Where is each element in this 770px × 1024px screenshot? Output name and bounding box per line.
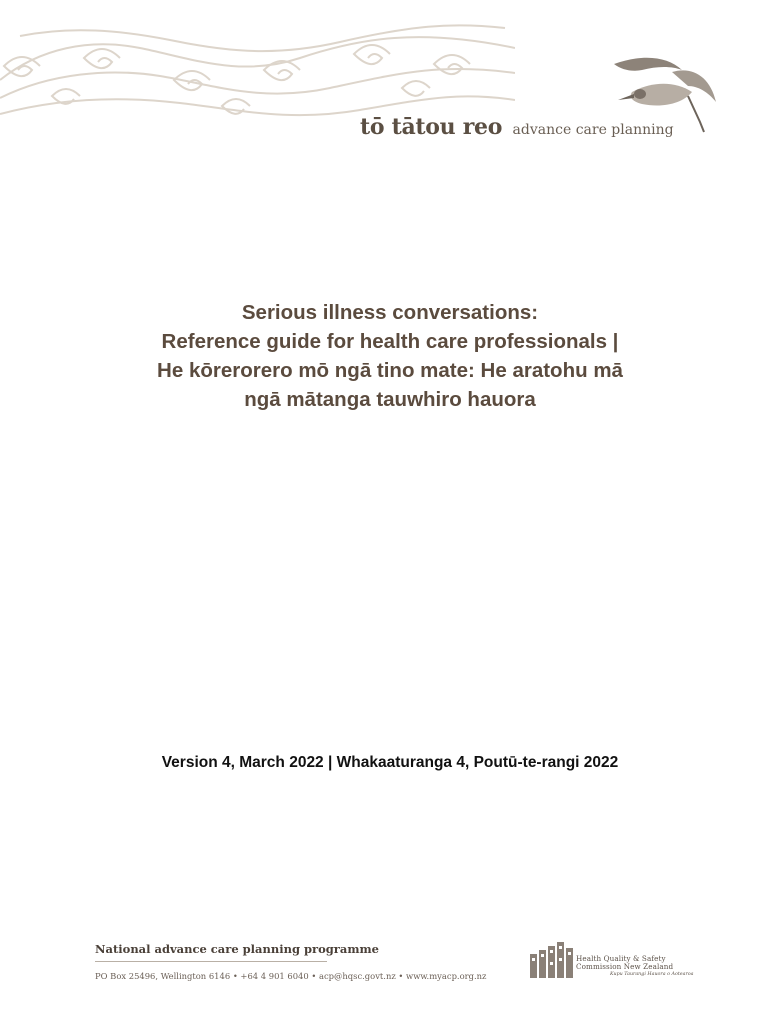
hqsc-text [576,955,694,979]
programme-name: National advance care planning programme [95,942,379,956]
version-line: Version 4, March 2022 | Whakaaturanga 4, Poutū-te-rangi 2022 [161,754,619,771]
document-title [90,298,690,414]
hqsc-logo [530,940,694,982]
footer-programme [95,942,515,981]
org-name-line1: Health Quality & Safety [576,954,666,963]
brand-sub-text: advance care planning [512,122,674,138]
koru-pattern-icon [0,18,515,123]
org-name-line2: Commission New Zealand [576,962,674,971]
hqsc-logo-icon [530,940,574,982]
contact-details: PO Box 25496, Wellington 6146 • +64 4 901 6040 • acp@hqsc.govt.nz • www.myacp.org.nz [95,971,487,981]
footer-divider [95,961,327,962]
org-maori-name: Kupu Taurangi Hauora o Aotearoa [610,972,694,977]
brand-logo [360,114,700,150]
title-line: ngā mātanga tauwhiro hauora [244,388,536,411]
title-line: He kōrerorero mō ngā tino mate: He aratohu mā [157,359,623,382]
brand-main-text: tō tātou reo [360,114,503,140]
title-line: Reference guide for health care professionals | [161,330,619,353]
title-line: Serious illness conversations: [241,301,539,324]
